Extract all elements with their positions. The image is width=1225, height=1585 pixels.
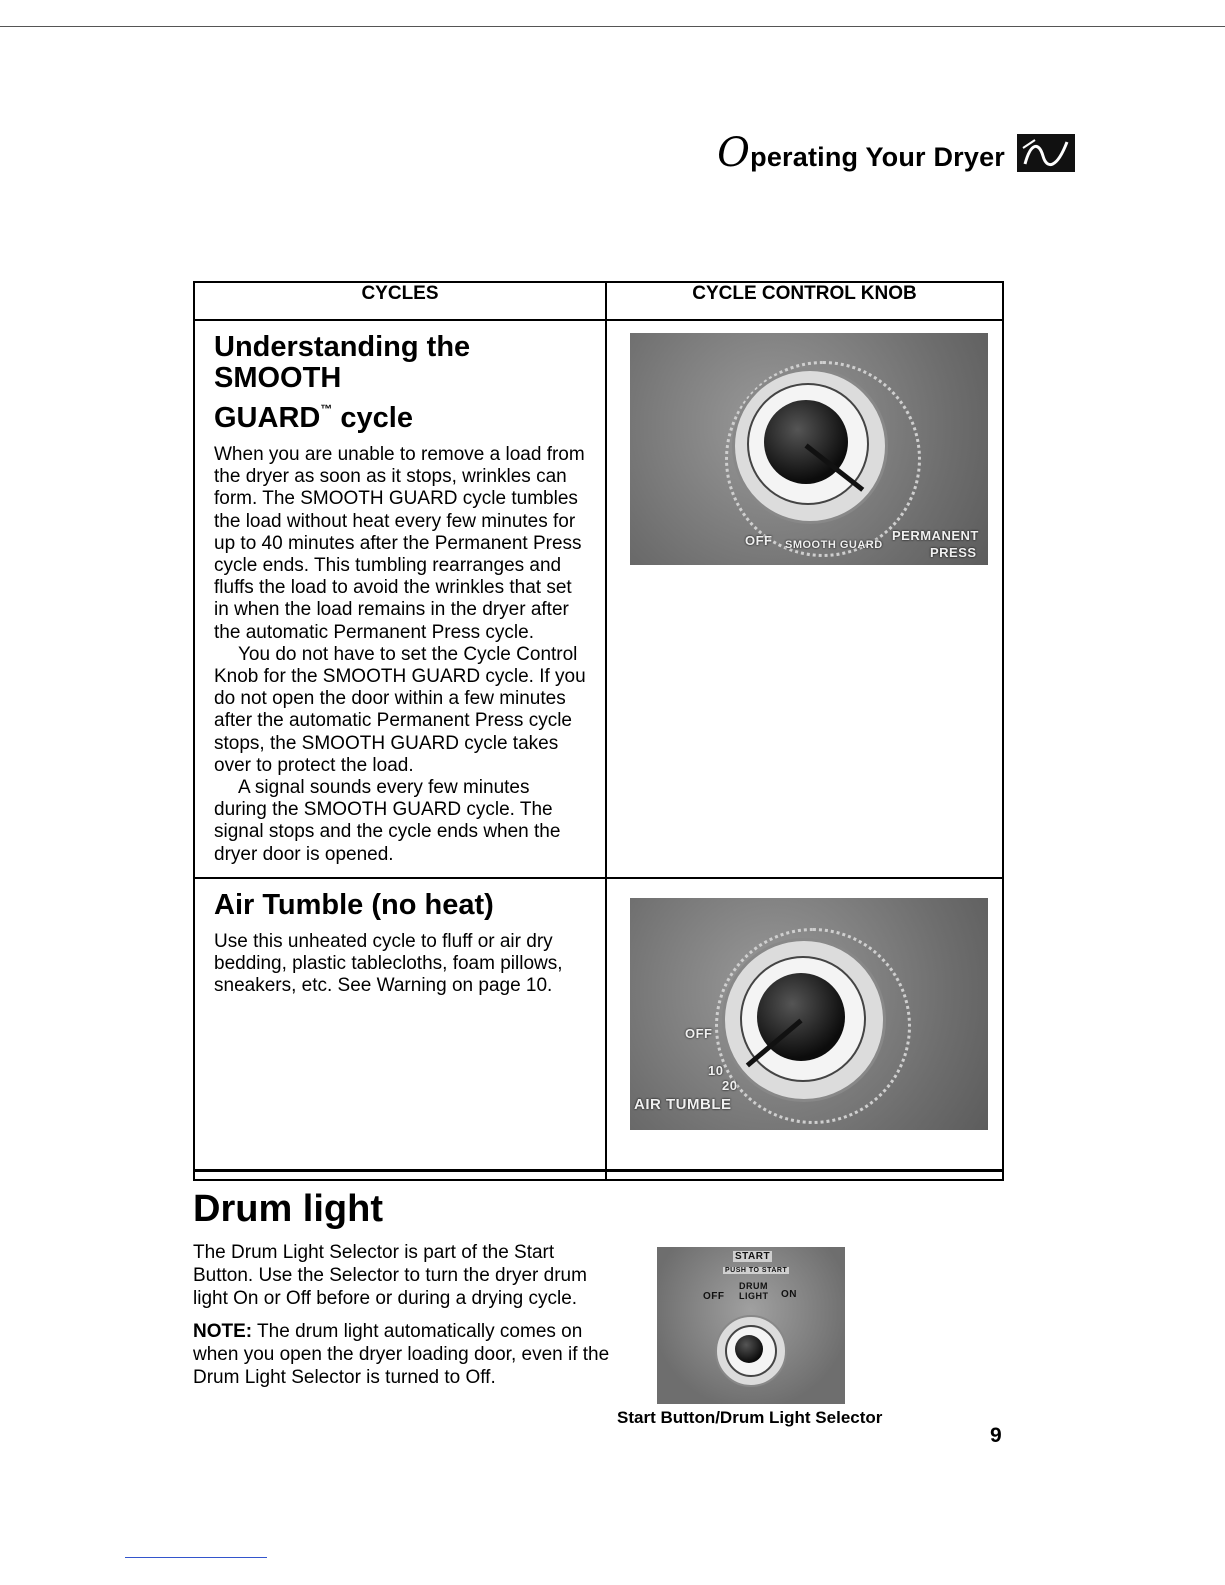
drum-light-note: NOTE: The drum light automatically comes on when you open the dryer loading door, even if the Drum Light Selector is turned to Off. bbox=[193, 1321, 610, 1388]
section-divider bbox=[193, 1169, 1004, 1172]
page-header bbox=[717, 130, 1075, 176]
air-tumble-photo-cell bbox=[606, 878, 1003, 1180]
smooth-guard-photo-cell bbox=[606, 320, 1003, 878]
air-tumble-body bbox=[214, 931, 586, 998]
smooth-guard-paragraph: You do not have to set the Cycle Control Knob for the SMOOTH GUARD cycle. If you do not open the door within a few minutes after the automatic Permanent Press cycle stops, the SMOOTH GUARD cycle takes over to protect the load. bbox=[214, 643, 586, 776]
drum-light-paragraph: The Drum Light Selector is part of the Start Button. Use the Selector to turn the dryer drum light On or Off before or during a drying cycle. bbox=[193, 1242, 587, 1309]
drum-light-title: Drum light bbox=[193, 1188, 383, 1230]
cycles-table bbox=[193, 281, 1004, 1181]
air-tumble-text-cell bbox=[194, 878, 606, 1180]
smooth-guard-body bbox=[214, 444, 586, 866]
cycles-column-header: CYCLES bbox=[194, 282, 606, 320]
smooth-guard-text-cell bbox=[194, 320, 606, 878]
top-rule bbox=[0, 26, 1225, 27]
off-label: OFF bbox=[703, 1291, 725, 1302]
page-number: 9 bbox=[990, 1424, 1002, 1447]
cycle-knob-photo-smooth-guard bbox=[630, 333, 988, 565]
start-button-caption: Start Button/Drum Light Selector bbox=[617, 1408, 883, 1427]
drum-label: DRUM bbox=[739, 1281, 768, 1291]
knob-label-off: OFF bbox=[685, 1025, 713, 1041]
smooth-guard-row bbox=[194, 320, 1003, 878]
knob-label-press: PRESS bbox=[930, 545, 977, 560]
dryer-section-logo-icon bbox=[1017, 134, 1075, 172]
cycle-control-knob-column-header: CYCLE CONTROL KNOB bbox=[606, 282, 1003, 320]
cycle-knob-photo-air-tumble bbox=[630, 898, 988, 1130]
knob-label-permanent: PERMANENT bbox=[892, 528, 979, 543]
bottom-rule bbox=[125, 1557, 267, 1558]
drum-light-body bbox=[193, 1241, 613, 1399]
knob-label-smooth-guard: SMOOTH GUARD bbox=[785, 539, 883, 551]
knob-label-off: OFF bbox=[745, 533, 773, 548]
air-tumble-paragraph: Use this unheated cycle to fluff or air dry bedding, plastic tablecloths, foam pillows, sneakers, etc. See Warning on page 10. bbox=[214, 930, 563, 997]
page-header-title: Operating Your Dryer bbox=[717, 130, 1005, 176]
knob-label-air-tumble: AIR TUMBLE bbox=[634, 1095, 732, 1113]
smooth-guard-paragraph: When you are unable to remove a load from the dryer as soon as it stops, wrinkles can form. The SMOOTH GUARD cycle tumbles the load without heat every few minutes for up to 40 minutes after the Permanent Press cycle ends. This tumbling rearranges and fluffs the load to avoid the wrinkles that set in when the load remains in the dryer after the automatic Permanent Press cycle. bbox=[214, 444, 585, 643]
light-label: LIGHT bbox=[739, 1291, 769, 1301]
smooth-guard-paragraph: A signal sounds every few minutes during the SMOOTH GUARD cycle. The signal stops and the cycle ends when the dryer door is opened. bbox=[214, 777, 561, 865]
knob-label-10: 10 bbox=[708, 1062, 724, 1078]
air-tumble-row bbox=[194, 878, 1003, 1180]
push-to-start-label: PUSH TO START bbox=[725, 1267, 788, 1274]
knob-label-20: 20 bbox=[722, 1077, 738, 1093]
on-label: ON bbox=[781, 1289, 797, 1300]
start-button-photo bbox=[657, 1247, 845, 1404]
smooth-guard-title: Understanding the SMOOTH GUARD™ cycle bbox=[214, 331, 471, 434]
start-label: START bbox=[735, 1251, 771, 1262]
air-tumble-title: Air Tumble (no heat) bbox=[214, 888, 494, 921]
